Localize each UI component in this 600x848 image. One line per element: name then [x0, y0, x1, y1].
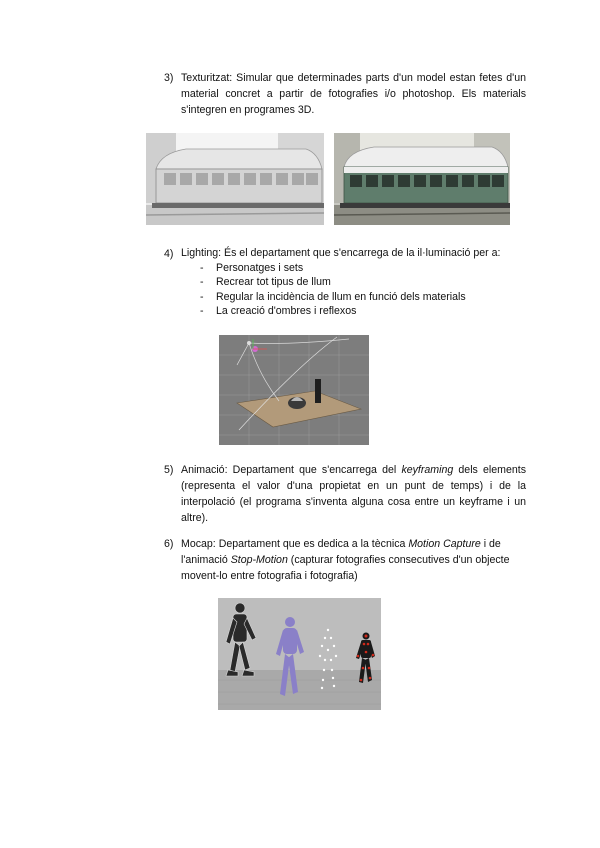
bullet-dash: -	[200, 290, 204, 303]
list-item	[200, 290, 526, 305]
bullet-text: La creació d'ombres i reflexos	[216, 305, 357, 317]
bullet-dash: -	[200, 276, 204, 288]
item-emphasis: Stop-Motion	[230, 554, 288, 566]
bullet-text: Personatges i sets	[216, 261, 304, 274]
item-text: Simular que determinades parts d'un model estan fetes d'un material concret a partir de fotografies i/o photoshop. Els materials s'integren en programes 3D.	[181, 72, 526, 116]
item-emphasis: Motion Capture	[408, 538, 481, 550]
item-text: dels elements (representa el valor d'una propietat en un punt de temps) i de la interpolació (el programa s'inventa alguna cosa entre un keyframe i un altre).	[181, 464, 527, 524]
list-item-mocap	[164, 536, 526, 584]
item-text: Departament que s'encarrega del	[227, 464, 402, 476]
item-number: 6)	[164, 538, 174, 550]
item-number: 4)	[164, 248, 174, 260]
list-item-animation	[164, 462, 526, 526]
item-number: 5)	[164, 464, 174, 476]
item-text: i de l'animació	[181, 538, 501, 566]
item-body	[181, 462, 526, 526]
tram-textured-image	[334, 133, 510, 225]
item-number: 3)	[164, 72, 174, 84]
list-item-texturing	[164, 70, 526, 118]
list-item-lighting	[164, 246, 526, 319]
bullet-dash: -	[200, 261, 204, 274]
item-text: És el departament que s'encarrega de la il·luminació per a:	[221, 247, 501, 259]
mocap-image	[218, 598, 381, 710]
item-text: Departament que es dedica a la tècnica	[215, 538, 409, 550]
list-item	[200, 304, 526, 319]
item-label: Lighting:	[181, 247, 222, 259]
item-label: Animació:	[181, 464, 228, 476]
item-label: Texturitzat:	[181, 72, 233, 84]
tram-untextured-image	[146, 133, 324, 225]
lighting-bullet-list	[164, 261, 526, 319]
list-item	[200, 261, 526, 276]
item-body	[181, 246, 526, 261]
item-label: Mocap:	[181, 538, 216, 550]
item-emphasis: keyframing	[401, 464, 454, 476]
bullet-text: Regular la incidència de llum en funció dels materials	[216, 290, 466, 303]
item-body	[181, 70, 526, 118]
item-text: (capturar fotografies consecutives d'un objecte movent-lo entre fotografia i fotografia)	[181, 554, 510, 582]
list-item	[200, 275, 526, 290]
lighting-render-image	[219, 335, 369, 445]
item-body	[181, 536, 526, 584]
bullet-dash: -	[200, 305, 204, 317]
bullet-text: Recrear tot tipus de llum	[216, 276, 331, 288]
